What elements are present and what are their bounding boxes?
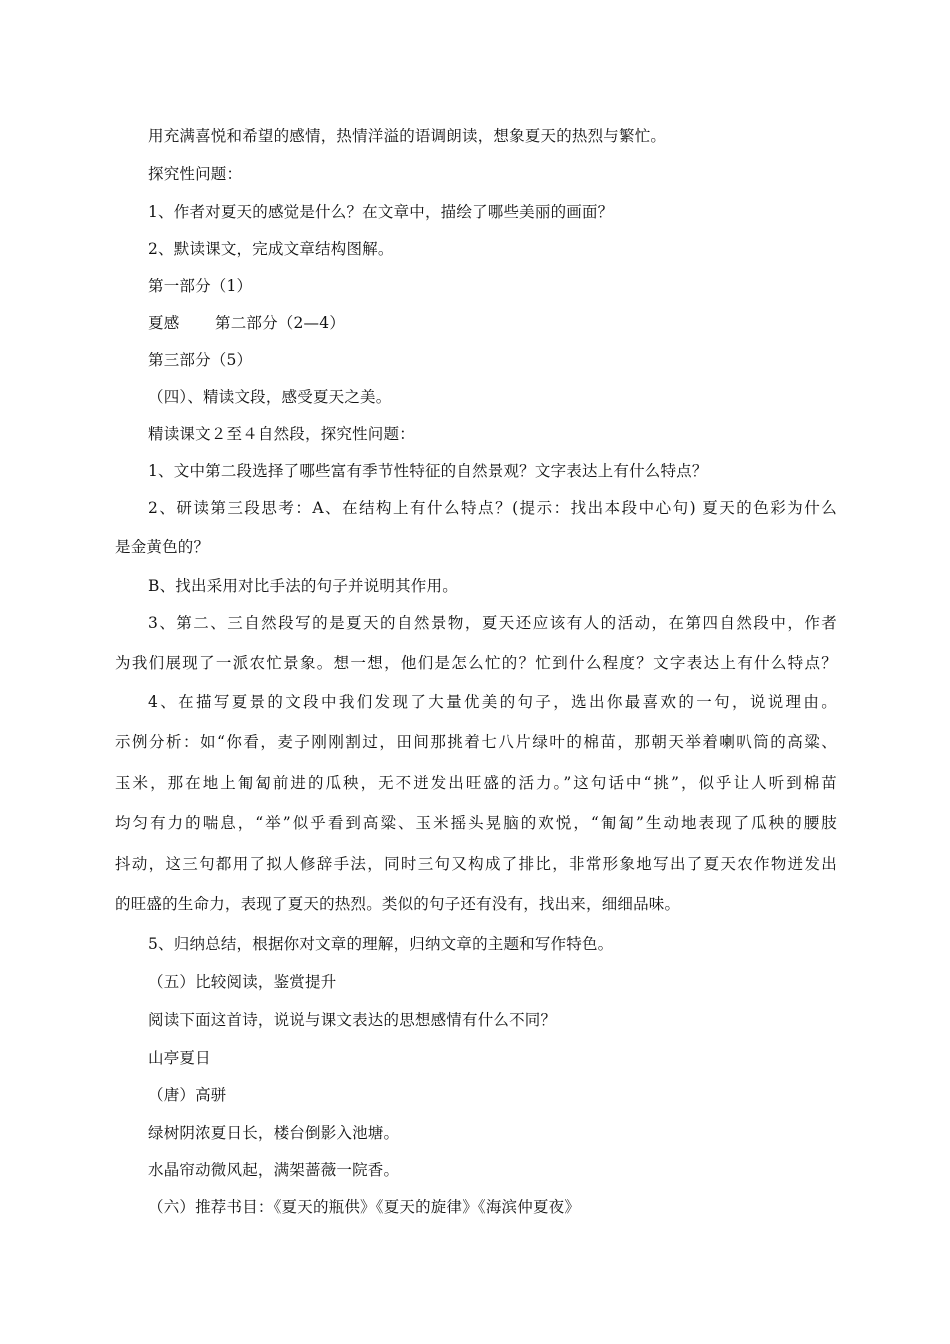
example-analysis-line-4: 抖动，这三句都用了拟人修辞手法，同时三句又构成了排比，非常形象地写出了夏天农作物迸发出 xyxy=(115,855,837,873)
close-reading-question-5: 5、归纳总结，根据你对文章的理解，归纳文章的主题和写作特色。 xyxy=(148,935,614,953)
question-2: 2、默读课文，完成文章结构图解。 xyxy=(148,240,394,258)
example-analysis-line-2: 玉米，那在地上匍匐前进的瓜秧，无不迸发出旺盛的活力。”这句话中“挑”，似乎让人听到棉苗 xyxy=(115,774,837,792)
section-4-heading: （四）、精读文段，感受夏天之美。 xyxy=(148,388,392,406)
reading-instruction: 用充满喜悦和希望的感情，热情洋溢的语调朗读，想象夏天的热烈与繁忙。 xyxy=(148,127,667,145)
comparison-instruction: 阅读下面这首诗，说说与课文表达的思想感情有什么不同？ xyxy=(148,1011,557,1029)
example-analysis-line-1: 示例分析：如“你看，麦子刚刚割过，田间那挑着七八片绿叶的棉苗，那朝天举着喇叭筒的高粱、 xyxy=(115,733,837,751)
poem-line-1: 绿树阴浓夏日长，楼台倒影入池塘。 xyxy=(148,1124,400,1142)
close-reading-question-2b: B、找出采用对比手法的句子并说明其作用。 xyxy=(148,577,458,595)
structure-part-3: 第三部分（5） xyxy=(148,351,253,369)
example-analysis-line-5: 的旺盛的生命力，表现了夏天的热烈。类似的句子还有没有，找出来，细细品味。 xyxy=(115,895,681,913)
structure-part-2: 第二部分（2—4） xyxy=(215,314,346,332)
poem-author: （唐）高骈 xyxy=(148,1086,227,1104)
close-reading-question-4: 4、在描写夏景的文段中我们发现了大量优美的句子，选出你最喜欢的一句，说说理由。 xyxy=(148,693,837,711)
close-reading-question-1: 1、文中第二段选择了哪些富有季节性特征的自然景观？文字表达上有什么特点？ xyxy=(148,462,708,480)
poem-line-2: 水晶帘动微风起，满架蔷薇一院香。 xyxy=(148,1161,400,1179)
close-reading-question-3: 3、第二、三自然段写的是夏天的自然景物，夏天还应该有人的活动，在第四自然段中，作者 xyxy=(148,614,837,632)
structure-part-1: 第一部分（1） xyxy=(148,277,253,295)
example-analysis-line-3: 均匀有力的喘息，“举”似乎看到高粱、玉米摇头晃脑的欢悦，“匍匐”生动地表现了瓜秧的腰肢 xyxy=(115,814,837,832)
poem-title: 山亭夏日 xyxy=(148,1049,211,1067)
section-5-heading: （五）比较阅读，鉴赏提升 xyxy=(148,973,337,991)
inquiry-heading: 探究性问题： xyxy=(148,165,243,183)
question-1: 1、作者对夏天的感觉是什么？在文章中，描绘了哪些美丽的画面？ xyxy=(148,203,614,221)
close-reading-question-3-cont: 为我们展现了一派农忙景象。想一想，他们是怎么忙的？忙到什么程度？文字表达上有什么特点？ xyxy=(115,654,837,672)
structure-root: 夏感 xyxy=(148,314,180,332)
close-reading-question-2: 2、研读第三段思考：A、在结构上有什么特点？(提示：找出本段中心句) 夏天的色彩为什么 xyxy=(148,499,837,517)
close-reading-question-2-cont: 是金黄色的？ xyxy=(115,538,210,556)
close-reading-intro: 精读课文２至４自然段，探究性问题： xyxy=(148,425,415,443)
recommended-books: （六）推荐书目：《夏天的瓶供》《夏天的旋律》《海滨仲夏夜》 xyxy=(148,1198,581,1216)
